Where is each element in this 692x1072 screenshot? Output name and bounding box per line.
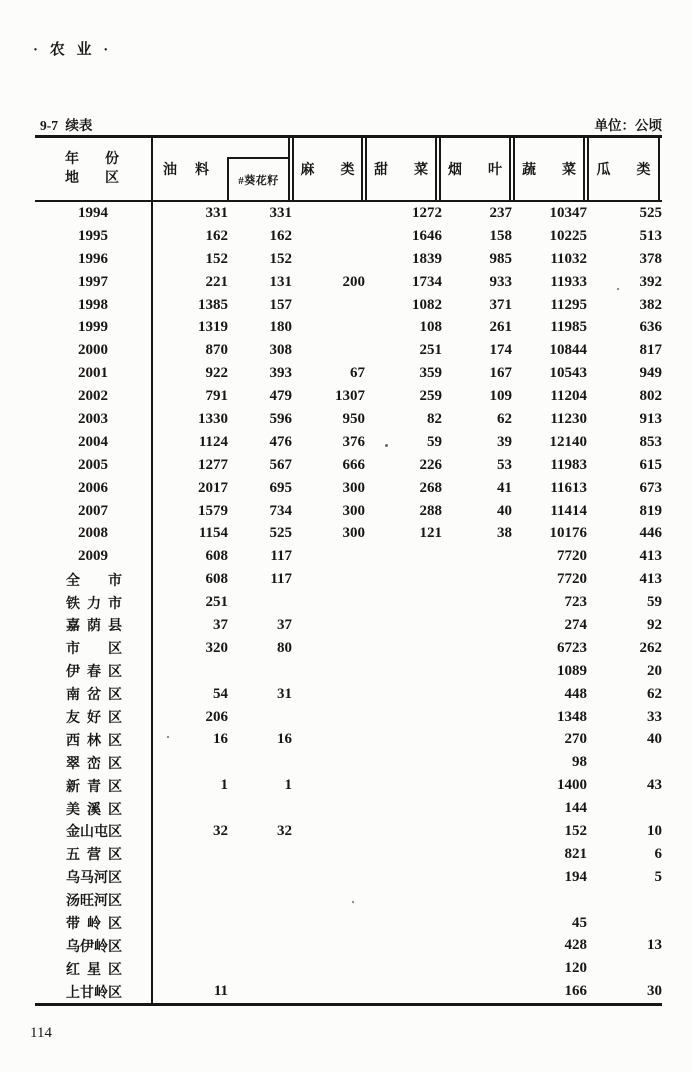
- tobacco-value: 261: [489, 319, 512, 336]
- melons-value: 446: [639, 525, 662, 542]
- table-body: [35, 202, 662, 1003]
- table-row: [35, 660, 662, 683]
- table-row: [35, 339, 662, 362]
- column-header-vegetables: 蔬 菜: [513, 138, 585, 200]
- melons-value: 5: [654, 868, 662, 885]
- row-label-cell: [35, 866, 153, 889]
- melons-value: 392: [639, 273, 662, 290]
- vegetables-value: 98: [572, 754, 587, 771]
- row-label: 2001: [78, 365, 108, 382]
- oil-column-divider: [288, 138, 290, 200]
- stub-header-line2: 地 区: [65, 171, 119, 186]
- vegetables-value: 11295: [550, 296, 587, 313]
- row-label-cell: [35, 889, 153, 912]
- oil-value: 1385: [198, 296, 228, 313]
- row-label-cell: [35, 614, 153, 637]
- vegetables-value: 11032: [550, 250, 587, 267]
- vegetables-value: 1400: [557, 777, 587, 794]
- oil-value: 922: [205, 365, 228, 382]
- row-label: 铁 力 市: [66, 596, 122, 612]
- melons-value: 6: [654, 845, 662, 862]
- oil-value: 608: [205, 571, 228, 588]
- oil-value: 1: [220, 777, 228, 794]
- tobacco-value: 167: [489, 365, 512, 382]
- vegetables-value: 45: [572, 914, 587, 931]
- table-row: [35, 957, 662, 980]
- row-label: 上甘岭区: [66, 985, 122, 1001]
- row-label-cell: [35, 637, 153, 660]
- vegetables-value: 10543: [549, 365, 587, 382]
- tobacco-value: 38: [497, 525, 512, 542]
- hemp-value: 300: [342, 525, 365, 542]
- table-row: [35, 820, 662, 843]
- table-row: [35, 866, 662, 889]
- sunflower-value: 152: [269, 250, 292, 267]
- column-header-oil: 油 料: [163, 163, 209, 178]
- melons-value: 802: [639, 388, 662, 405]
- beet-value: 108: [419, 319, 442, 336]
- row-label-cell: [35, 912, 153, 935]
- statistics-table: [35, 135, 662, 1006]
- melons-value: 33: [647, 708, 662, 725]
- row-label-cell: [35, 477, 153, 500]
- melons-value: 10: [647, 822, 662, 839]
- beet-value: 288: [419, 502, 442, 519]
- melons-value: 819: [639, 502, 662, 519]
- vegetables-value: 10176: [549, 525, 587, 542]
- sunflower-value: 695: [269, 479, 292, 496]
- tobacco-value: 985: [489, 250, 512, 267]
- row-label: 1995: [78, 227, 108, 244]
- vegetables-value: 11985: [550, 319, 587, 336]
- melons-value: 636: [639, 319, 662, 336]
- row-label-cell: [35, 316, 153, 339]
- column-header-sunflower: #葵花籽: [227, 157, 288, 200]
- sunflower-value: 525: [269, 525, 292, 542]
- hemp-value: 666: [342, 456, 365, 473]
- row-label-cell: [35, 797, 153, 820]
- table-row: [35, 751, 662, 774]
- row-label: 2006: [78, 479, 108, 496]
- row-label: 2002: [78, 388, 108, 405]
- row-label: 1994: [78, 204, 108, 221]
- row-label: 翠 峦 区: [66, 756, 122, 772]
- melons-value: 13: [647, 937, 662, 954]
- melons-value: 43: [647, 777, 662, 794]
- oil-value: 320: [205, 639, 228, 656]
- melons-value: 20: [647, 662, 662, 679]
- row-label: 市 区: [66, 642, 122, 658]
- row-label: 南 岔 区: [66, 688, 122, 704]
- row-label-cell: [35, 935, 153, 958]
- vegetables-value: 11230: [550, 410, 587, 427]
- table-row: [35, 591, 662, 614]
- row-label-cell: [35, 500, 153, 523]
- table-row: [35, 614, 662, 637]
- melons-value: 913: [639, 410, 662, 427]
- oil-value: 37: [213, 616, 228, 633]
- row-label-cell: [35, 751, 153, 774]
- vegetables-value: 11204: [550, 388, 587, 405]
- row-label-cell: [35, 248, 153, 271]
- vegetables-value: 7720: [557, 548, 587, 565]
- stub-header-cell: [35, 138, 153, 200]
- melons-value: 513: [639, 227, 662, 244]
- sunflower-value: 157: [269, 296, 292, 313]
- sunflower-value: 131: [269, 273, 292, 290]
- row-label: 汤旺河区: [66, 894, 122, 910]
- unit-label: 单位：公顷: [594, 118, 662, 133]
- vegetables-value: 270: [564, 731, 587, 748]
- hemp-value: 67: [350, 365, 365, 382]
- hemp-value: 200: [342, 273, 365, 290]
- oil-value: 870: [205, 342, 228, 359]
- vegetables-value: 10844: [549, 342, 587, 359]
- sunflower-value: 37: [277, 616, 292, 633]
- tobacco-value: 39: [497, 433, 512, 450]
- row-label-cell: [35, 980, 153, 1003]
- melons-value: 817: [639, 342, 662, 359]
- vegetables-value: 10347: [549, 204, 587, 221]
- column-header-tobacco: 烟 叶: [439, 138, 511, 200]
- row-label: 2000: [78, 342, 108, 359]
- beet-value: 226: [419, 456, 442, 473]
- melons-value: 92: [647, 616, 662, 633]
- oil-value: 1154: [198, 525, 228, 542]
- oil-value: 251: [205, 594, 228, 611]
- sunflower-value: 567: [269, 456, 292, 473]
- row-label-cell: [35, 706, 153, 729]
- melons-value: 40: [647, 731, 662, 748]
- vegetables-value: 11613: [550, 479, 587, 496]
- table-row: [35, 316, 662, 339]
- row-label: 伊 春 区: [66, 665, 122, 681]
- row-label: 美 溪 区: [66, 802, 122, 818]
- vegetables-value: 821: [564, 845, 587, 862]
- beet-value: 1272: [412, 204, 442, 221]
- beet-value: 251: [419, 342, 442, 359]
- row-label-cell: [35, 225, 153, 248]
- row-label-cell: [35, 683, 153, 706]
- table-row: [35, 362, 662, 385]
- sunflower-value: 596: [269, 410, 292, 427]
- beet-value: 82: [427, 410, 442, 427]
- row-label: 2004: [78, 433, 108, 450]
- row-label-cell: [35, 545, 153, 568]
- row-label-cell: [35, 957, 153, 980]
- sunflower-value: 31: [277, 685, 292, 702]
- row-label: 1999: [78, 319, 108, 336]
- section-title: · 农 业 ·: [33, 42, 113, 58]
- vegetables-value: 7720: [557, 571, 587, 588]
- oil-value: 11: [213, 983, 228, 1000]
- row-label: 2003: [78, 410, 108, 427]
- sunflower-value: 1: [284, 777, 292, 794]
- beet-value: 359: [419, 365, 442, 382]
- beet-value: 1839: [412, 250, 442, 267]
- row-label-cell: [35, 660, 153, 683]
- vegetables-value: 1348: [557, 708, 587, 725]
- oil-value: 1277: [198, 456, 228, 473]
- tobacco-value: 41: [497, 479, 512, 496]
- column-header-beet: 甜 菜: [365, 138, 437, 200]
- tobacco-value: 371: [489, 296, 512, 313]
- row-label-cell: [35, 843, 153, 866]
- vegetables-value: 166: [564, 983, 587, 1000]
- beet-value: 121: [419, 525, 442, 542]
- table-row: [35, 774, 662, 797]
- table-row: [35, 271, 662, 294]
- table-row: [35, 637, 662, 660]
- oil-value: 1124: [198, 433, 228, 450]
- table-row: [35, 706, 662, 729]
- melons-value: 853: [639, 433, 662, 450]
- oil-value: 608: [205, 548, 228, 565]
- oil-value: 791: [205, 388, 228, 405]
- scan-speck: [167, 736, 169, 738]
- sunflower-value: 80: [277, 639, 292, 656]
- sunflower-value: 308: [269, 342, 292, 359]
- sunflower-value: 734: [269, 502, 292, 519]
- row-label: 友 好 区: [66, 711, 122, 727]
- table-row: [35, 248, 662, 271]
- row-label: 1998: [78, 296, 108, 313]
- row-label-cell: [35, 362, 153, 385]
- oil-value: 54: [213, 685, 228, 702]
- tobacco-value: 237: [489, 204, 512, 221]
- vegetables-value: 11414: [550, 502, 587, 519]
- hemp-value: 950: [342, 410, 365, 427]
- melons-value: 378: [639, 250, 662, 267]
- beet-value: 268: [419, 479, 442, 496]
- scan-speck: [352, 901, 354, 903]
- vegetables-value: 194: [564, 868, 587, 885]
- hemp-value: 1307: [335, 388, 365, 405]
- row-label: 1996: [78, 250, 108, 267]
- column-header-hemp: 麻 类: [292, 138, 363, 200]
- sunflower-value: 393: [269, 365, 292, 382]
- melons-value: 413: [639, 571, 662, 588]
- row-label-cell: [35, 271, 153, 294]
- vegetables-value: 274: [564, 616, 587, 633]
- oil-value: 152: [205, 250, 228, 267]
- table-row: [35, 935, 662, 958]
- sunflower-value: 331: [269, 204, 292, 221]
- scan-speck: [385, 444, 388, 447]
- tobacco-value: 933: [489, 273, 512, 290]
- row-label-cell: [35, 454, 153, 477]
- vegetables-value: 448: [564, 685, 587, 702]
- row-label: 五 营 区: [66, 848, 122, 864]
- vegetables-value: 1089: [557, 662, 587, 679]
- vegetables-value: 152: [564, 822, 587, 839]
- tobacco-value: 158: [489, 227, 512, 244]
- table-row: [35, 225, 662, 248]
- table-row: [35, 408, 662, 431]
- melons-value: 30: [647, 983, 662, 1000]
- row-label-cell: [35, 294, 153, 317]
- row-label: 西 林 区: [66, 733, 122, 749]
- row-label: 2008: [78, 525, 108, 542]
- table-row: [35, 385, 662, 408]
- row-label: 2009: [78, 548, 108, 565]
- melons-value: 525: [639, 204, 662, 221]
- oil-value: 1579: [198, 502, 228, 519]
- table-row: [35, 431, 662, 454]
- row-label: 乌马河区: [66, 871, 122, 887]
- sunflower-value: 476: [269, 433, 292, 450]
- row-label: 2007: [78, 502, 108, 519]
- table-row: [35, 683, 662, 706]
- scan-speck: [617, 288, 619, 290]
- oil-value: 331: [205, 204, 228, 221]
- table-row: [35, 980, 662, 1003]
- vegetables-value: 723: [564, 594, 587, 611]
- beet-value: 1646: [412, 227, 442, 244]
- tobacco-value: 109: [489, 388, 512, 405]
- table-row: [35, 728, 662, 751]
- table-row: [35, 889, 662, 912]
- row-label-cell: [35, 591, 153, 614]
- melons-value: 615: [639, 456, 662, 473]
- row-label: 1997: [78, 273, 108, 290]
- row-label: 乌伊岭区: [66, 939, 122, 955]
- row-label: 红 星 区: [66, 962, 122, 978]
- melons-value: 262: [639, 639, 662, 656]
- table-row: [35, 202, 662, 225]
- vegetables-value: 120: [564, 960, 587, 977]
- stub-header-text: [65, 150, 119, 188]
- page-number: 114: [30, 1025, 52, 1041]
- row-label-cell: [35, 408, 153, 431]
- row-label: 新 青 区: [66, 779, 122, 795]
- oil-value: 32: [213, 822, 228, 839]
- melons-value: 949: [639, 365, 662, 382]
- row-label: 带 岭 区: [66, 917, 122, 933]
- table-row: [35, 500, 662, 523]
- table-row: [35, 797, 662, 820]
- sunflower-value: 180: [269, 319, 292, 336]
- table-row: [35, 912, 662, 935]
- row-label-cell: [35, 385, 153, 408]
- table-row: [35, 477, 662, 500]
- sunflower-value: 117: [270, 548, 292, 565]
- row-label-cell: [35, 774, 153, 797]
- oil-value: 16: [213, 731, 228, 748]
- vegetables-value: 428: [564, 937, 587, 954]
- row-label-cell: [35, 522, 153, 545]
- row-label: 全 市: [66, 573, 122, 589]
- row-label: 2005: [78, 456, 108, 473]
- sunflower-value: 117: [270, 571, 292, 588]
- oil-value: 1330: [198, 410, 228, 427]
- row-label-cell: [35, 728, 153, 751]
- tobacco-value: 62: [497, 410, 512, 427]
- table-header: [35, 138, 662, 202]
- vegetables-value: 10225: [549, 227, 587, 244]
- row-label-cell: [35, 820, 153, 843]
- column-header-melons: 瓜 类: [587, 138, 660, 200]
- row-label-cell: [35, 431, 153, 454]
- melons-value: 62: [647, 685, 662, 702]
- oil-value: 206: [205, 708, 228, 725]
- table-row: [35, 522, 662, 545]
- oil-value: 2017: [198, 479, 228, 496]
- vegetables-value: 12140: [549, 433, 587, 450]
- melons-value: 59: [647, 594, 662, 611]
- table-row: [35, 545, 662, 568]
- tobacco-value: 53: [497, 456, 512, 473]
- table-row: [35, 294, 662, 317]
- table-row: [35, 568, 662, 591]
- row-label-cell: [35, 202, 153, 225]
- vegetables-value: 6723: [557, 639, 587, 656]
- vegetables-value: 11933: [550, 273, 587, 290]
- melons-value: 413: [639, 548, 662, 565]
- beet-value: 259: [419, 388, 442, 405]
- beet-value: 1734: [412, 273, 442, 290]
- table-row: [35, 454, 662, 477]
- vegetables-value: 144: [564, 800, 587, 817]
- row-label-cell: [35, 339, 153, 362]
- oil-value: 162: [205, 227, 228, 244]
- hemp-value: 300: [342, 479, 365, 496]
- stub-header-line1: 年 份: [65, 152, 119, 167]
- sunflower-value: 162: [269, 227, 292, 244]
- table-row: [35, 843, 662, 866]
- hemp-value: 376: [342, 433, 365, 450]
- oil-value: 221: [205, 273, 228, 290]
- row-label: 金山屯区: [66, 825, 122, 841]
- vegetables-value: 11983: [550, 456, 587, 473]
- sunflower-value: 32: [277, 822, 292, 839]
- table-caption: 9-7 续表: [40, 118, 93, 133]
- tobacco-value: 40: [497, 502, 512, 519]
- row-label-cell: [35, 568, 153, 591]
- row-label: 嘉 荫 县: [66, 619, 122, 635]
- melons-value: 382: [639, 296, 662, 313]
- beet-value: 1082: [412, 296, 442, 313]
- beet-value: 59: [427, 433, 442, 450]
- sunflower-value: 16: [277, 731, 292, 748]
- melons-value: 673: [639, 479, 662, 496]
- hemp-value: 300: [342, 502, 365, 519]
- sunflower-value: 479: [269, 388, 292, 405]
- oil-value: 1319: [198, 319, 228, 336]
- tobacco-value: 174: [489, 342, 512, 359]
